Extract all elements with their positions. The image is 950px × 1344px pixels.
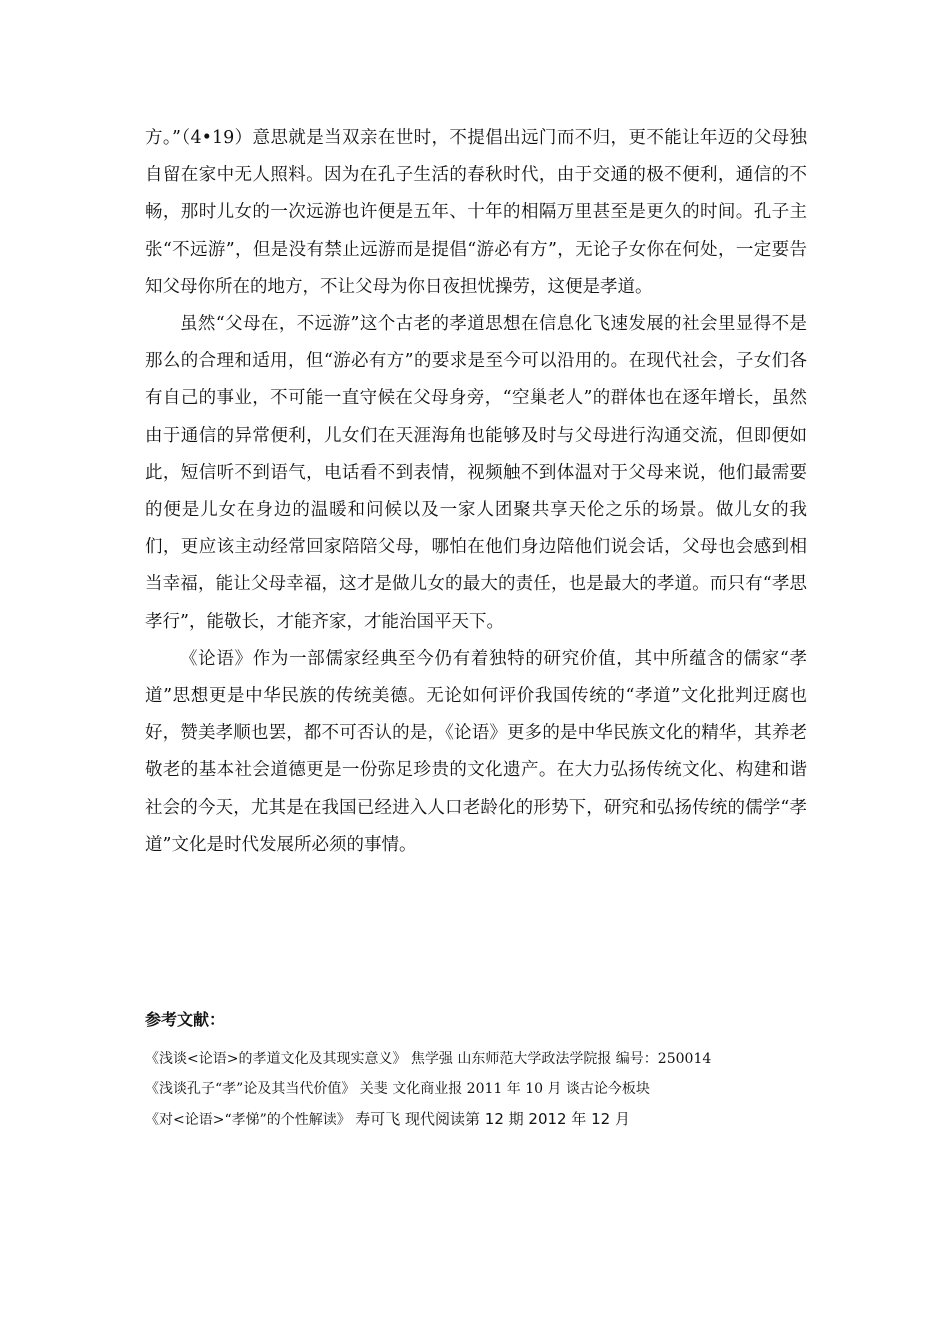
reference-source: 寿可飞 现代阅读第 12 期 2012 年 12 月 <box>355 1110 630 1128</box>
reference-item-3 <box>145 1104 845 1135</box>
paragraph-3: 《论语》作为一部儒家经典至今仍有着独特的研究价值，其中所蕴含的儒家“孝道”思想更是中华民族的传统美德。无论如何评价我国传统的“孝道”文化批判迂腐也好，赞美孝顺也罢，都不可否认的是，《论语》更多的是中华民族文化的精华，其养老敬老的基本社会道德更是一份弥足珍贵的文化遗产。在大力弘扬传统文化、构建和谐社会的今天，尤其是在我国已经进入人口老龄化的形势下，研究和弘扬传统的儒学“孝道”文化是时代发展所必须的事情。 <box>145 648 807 855</box>
reference-text: 《对<论语>“孝悌”的个性解读》 <box>145 1112 356 1128</box>
reference-text: 《浅谈<论语>的孝道文化及其现实意义》 焦学强 山东师范大学政法学院报 编号：250014 <box>145 1051 712 1067</box>
reference-item-1 <box>145 1044 845 1074</box>
paragraph-2: 虽然“父母在，不远游”这个古老的孝道思想在信息化飞速发展的社会里显得不是那么的合理和适用，但“游必有方”的要求是至今可以沿用的。在现代社会，子女们各有自己的事业，不可能一直守候在父母身旁，“空巢老人”的群体也在逐年增长，虽然由于通信的异常便利，儿女们在天涯海角也能够及时与父母进行沟通交流，但即便如此，短信听不到语气，电话看不到表情，视频触不到体温对于父母来说，他们最需要的便是儿女在身边的温暖和问候以及一家人团聚共享天伦之乐的场景。做儿女的我们，更应该主动经常回家陪陪父母，哪怕在他们身边陪他们说会话，父母也会感到相当幸福，能让父母幸福，这才是做儿女的最大的责任，也是最大的孝道。而只有“孝思孝行”，能敬长，才能齐家，才能治国平天下。 <box>145 314 807 632</box>
references-section <box>145 1006 845 1135</box>
reference-item-2 <box>145 1074 845 1104</box>
paragraph-1: 方。”（4•19）意思就是当双亲在世时，不提倡出远门而不归，更不能让年迈的父母独自留在家中无人照料。因为在孔子生活的春秋时代，由于交通的极不便利，通信的不畅，那时儿女的一次远游也许便是五年、十年的相隔万里甚至是更久的时间。孔子主张“不远游”，但是没有禁止远游而是提倡“游必有方”，无论子女你在何处，一定要告知父母你所在的地方，不让父母为你日夜担忧操劳，这便是孝道。 <box>145 128 807 297</box>
reference-text: 《浅谈孔子“孝”论及其当代价值》 关斐 文化商业报 2011 年 10 月 谈古论今板块 <box>145 1081 650 1097</box>
references-title: 参考文献： <box>145 1010 226 1029</box>
document-body <box>145 120 807 864</box>
